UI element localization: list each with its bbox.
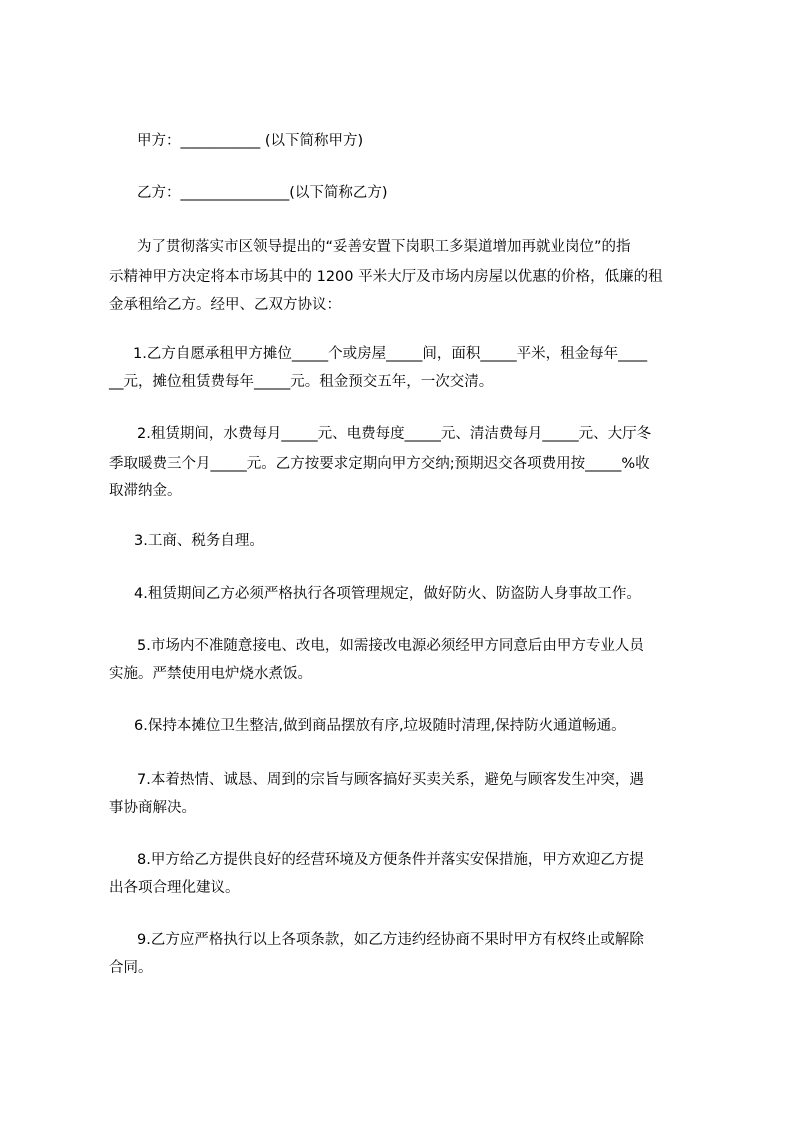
clause-2-line-2: 季取暖费三个月_____元。乙方按要求定期向甲方交纳;预期迟交各项费用按_____%收 <box>109 456 650 472</box>
clause-8-line-2: 出各项合理化建议。 <box>109 880 240 896</box>
clause-9-line-1: 9.乙方应严格执行以上各项条款，如乙方违约经协商不果时甲方有权终止或解除 <box>137 932 644 948</box>
clause-2-line-3: 取滞纳金。 <box>109 483 182 499</box>
clause-1-line-1: 1.乙方自愿承租甲方摊位_____个或房屋_____间，面积_____平米，租金每年____ <box>133 346 648 362</box>
clause-9-line-2: 合同。 <box>109 960 153 976</box>
clause-6: 6.保持本摊位卫生整洁,做到商品摆放有序,垃圾随时清理,保持防火通道畅通。 <box>134 718 626 734</box>
intro-line-1: 为了贯彻落实市区领导提出的“妥善安置下岗职工多渠道增加再就业岗位”的指 <box>137 239 631 255</box>
intro-line-3: 金承租给乙方。经甲、乙双方协议： <box>109 297 341 313</box>
clause-8-line-1: 8.甲方给乙方提供良好的经营环境及方便条件并落实安保措施，甲方欢迎乙方提 <box>137 852 644 868</box>
clause-5-line-2: 实施。严禁使用电炉烧水煮饭。 <box>109 666 312 682</box>
clause-1-line-2: __元，摊位租赁费每年_____元。租金预交五年，一次交清。 <box>109 374 494 390</box>
party-a-line: 甲方：___________ (以下简称甲方) <box>137 133 364 149</box>
clause-2-line-1: 2.租赁期间，水费每月_____元、电费每度_____元、清洁费每月_____元、大厅冬 <box>137 426 652 442</box>
clause-7-line-2: 事协商解决。 <box>109 800 196 816</box>
clause-3: 3.工商、税务自理。 <box>134 533 264 549</box>
clause-4: 4.租赁期间乙方必须严格执行各项管理规定，做好防火、防盗防人身事故工作。 <box>134 586 641 602</box>
clause-7-line-1: 7.本着热情、诚恳、周到的宗旨与顾客搞好买卖关系，避免与顾客发生冲突，遇 <box>137 772 644 788</box>
clause-5-line-1: 5.市场内不准随意接电、改电，如需接改电源必须经甲方同意后由甲方专业人员 <box>137 638 644 654</box>
party-b-line: 乙方：_______________(以下简称乙方) <box>137 185 388 201</box>
intro-line-2: 示精神甲方决定将本市场其中的 1200 平米大厅及市场内房屋以优惠的价格，低廉的租 <box>109 269 663 285</box>
